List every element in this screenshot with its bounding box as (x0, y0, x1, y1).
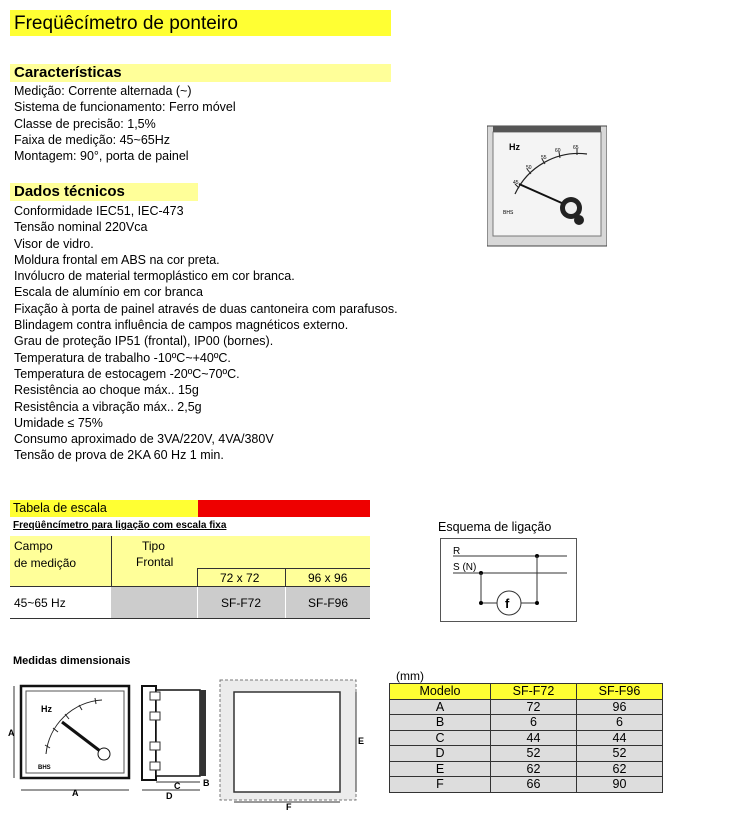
meter-photo-svg (487, 122, 607, 249)
row-model-96: SF-F96 (308, 596, 349, 610)
dim-cell: A (390, 699, 491, 715)
table-bottom-line (10, 618, 370, 619)
dados-line: Moldura frontal em ABS na cor preta. (14, 252, 220, 267)
dim-cell: 62 (577, 761, 663, 777)
table-row (390, 746, 663, 762)
photo-scale-label: 55 (541, 155, 547, 161)
wiring-diagram (440, 538, 577, 622)
dim-cell: D (390, 746, 491, 762)
dim-cell: 52 (491, 746, 577, 762)
dados-line: Tensão nominal 220Vca (14, 220, 148, 235)
esquema-heading: Esquema de ligação (438, 520, 552, 534)
dados-line: Tensão de prova de 2KA 60 Hz 1 min. (14, 448, 224, 463)
dados-line: Resistência ao choque máx.. 15g (14, 383, 199, 398)
drawing-brand: BHS (38, 765, 51, 771)
dados-line: Invólucro de material termoplástico em cor branca. (14, 269, 295, 284)
dim-label-a-vertical: A (8, 728, 15, 738)
caracteristicas-heading: Características (14, 64, 122, 81)
tabela-heading-bar (10, 500, 198, 517)
dim-label-d: D (166, 791, 173, 801)
caracteristicas-line: Classe de precisão: 1,5% (14, 116, 156, 131)
wiring-r-label: R (453, 546, 461, 557)
dim-cell: 52 (577, 746, 663, 762)
dim-cell: E (390, 761, 491, 777)
dados-line: Consumo aproximado de 3VA/220V, 4VA/380V (14, 432, 274, 447)
dados-line: Conformidade IEC51, IEC-473 (14, 204, 184, 218)
photo-scale-label: 45 (513, 180, 519, 186)
dim-cell: F (390, 777, 491, 793)
dim-table-header-row (390, 684, 663, 700)
wiring-diagram-svg (441, 539, 576, 621)
table-row (390, 699, 663, 715)
table-divider (197, 568, 370, 569)
col-tipo-label-2: Frontal (136, 555, 174, 569)
grey-cell (111, 587, 197, 618)
dimension-drawings (6, 672, 382, 832)
dim-cell: 44 (577, 730, 663, 746)
dados-line: Umidade ≤ 75% (14, 415, 103, 430)
table-row (390, 715, 663, 731)
dim-cell: C (390, 730, 491, 746)
dim-label-e: E (358, 736, 365, 746)
row-range: 45~65 Hz (14, 596, 66, 610)
dim-cell: 90 (577, 777, 663, 793)
caracteristicas-line: Montagem: 90°, porta de painel (14, 149, 189, 164)
page-title-bar (10, 10, 391, 36)
col-campo-label-2: de medição (14, 556, 77, 570)
tabela-subtitle: Freqüêncímetro para ligação com escala fixa (13, 520, 227, 531)
dim-label-f: F (286, 802, 292, 812)
dim-cell: B (390, 715, 491, 731)
dados-line: Fixação à porta de painel através de duas cantoneira com parafusos. (14, 301, 398, 316)
dados-line: Escala de alumínio em cor branca (14, 285, 203, 300)
tabela-heading: Tabela de escala (13, 501, 107, 515)
photo-scale-label: 65 (573, 145, 579, 151)
caracteristicas-line: Medição: Corrente alternada (~) (14, 84, 192, 98)
dim-cell: 66 (491, 777, 577, 793)
dados-line: Grau de proteção IP51 (frontal), IP00 (bornes). (14, 334, 274, 349)
dim-cell: 6 (577, 715, 663, 731)
caracteristicas-heading-bar (10, 64, 391, 82)
dados-line: Temperatura de estocagem -20ºC~70ºC. (14, 366, 240, 381)
dim-header-sf-f96: SF-F96 (577, 684, 663, 700)
dim-label-c: C (174, 781, 181, 791)
dim-cell: 96 (577, 699, 663, 715)
dimension-drawings-svg (6, 672, 382, 832)
dimensions-table (389, 683, 663, 793)
table-divider (111, 536, 112, 586)
photo-scale-label: 60 (555, 148, 561, 154)
col-size-96: 96 x 96 (308, 571, 348, 585)
col-campo-label-1: Campo (14, 539, 53, 553)
table-divider (285, 569, 286, 586)
table-row (390, 761, 663, 777)
caracteristicas-line: Sistema de funcionamento: Ferro móvel (14, 100, 236, 115)
dados-heading-bar (10, 183, 198, 201)
table-divider (197, 569, 198, 586)
dados-line: Temperatura de trabalho -10ºC~+40ºC. (14, 350, 231, 365)
dados-heading: Dados técnicos (14, 183, 125, 200)
col-tipo-label-1: Tipo (142, 539, 165, 553)
dados-list (14, 203, 398, 464)
dim-header-modelo: Modelo (390, 684, 491, 700)
dim-cell: 72 (491, 699, 577, 715)
photo-brand: BHS (503, 210, 514, 216)
tabela-heading-red-bar (198, 500, 370, 517)
caracteristicas-line: Faixa de medição: 45~65Hz (14, 132, 170, 147)
dim-header-sf-f72: SF-F72 (491, 684, 577, 700)
photo-hz-label: Hz (509, 142, 520, 152)
dim-label-b: B (203, 778, 210, 788)
photo-scale-label: 50 (526, 165, 532, 171)
page-title: Freqüêcímetro de ponteiro (14, 13, 238, 34)
dados-line: Resistência a vibração máx.. 2,5g (14, 399, 202, 414)
table-row (390, 730, 663, 746)
dim-cell: 6 (491, 715, 577, 731)
drawing-hz-label: Hz (41, 704, 52, 714)
dim-cell: 62 (491, 761, 577, 777)
row-model-72: SF-F72 (221, 596, 262, 610)
meter-photo (487, 122, 607, 249)
dados-line: Visor de vidro. (14, 236, 94, 251)
wiring-f-label: f (505, 596, 510, 611)
dim-label-a-horizontal: A (72, 788, 79, 798)
wiring-s-label: S (N) (453, 562, 477, 573)
col-size-72: 72 x 72 (220, 571, 260, 585)
medidas-heading: Medidas dimensionais (13, 655, 131, 667)
table-row (390, 777, 663, 793)
dim-unit-label: (mm) (396, 669, 424, 683)
dados-line: Blindagem contra influência de campos magnéticos externo. (14, 318, 349, 333)
dim-cell: 44 (491, 730, 577, 746)
caracteristicas-list (14, 83, 236, 164)
